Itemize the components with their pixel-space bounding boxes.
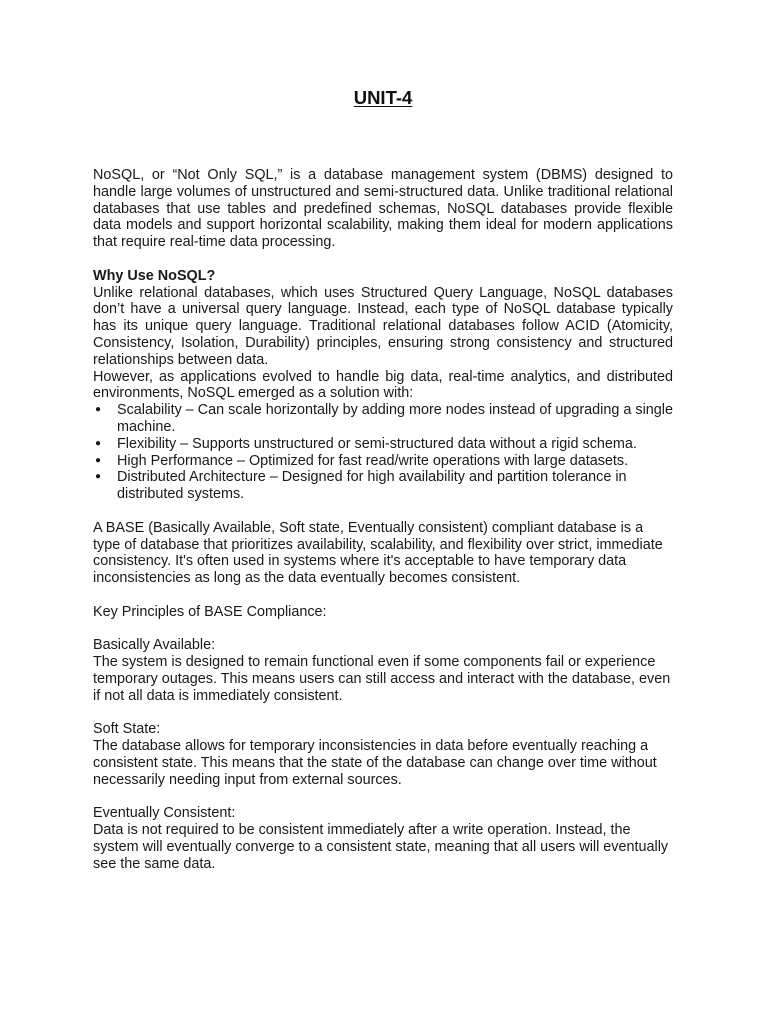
list-item bbox=[93, 469, 673, 503]
spacer bbox=[93, 251, 673, 268]
intro-paragraph: NoSQL, or “Not Only SQL,” is a database management system (DBMS) designed to handle large volumes of unstructured and semi-structured data. Unlike traditional relational databases that use tables and predefined schemas, NoSQL databases provide flexible data models and support horizontal scalability, making them ideal for modern applications that require real-time data processing. bbox=[93, 167, 673, 251]
principle-heading: Eventually Consistent: bbox=[93, 805, 236, 822]
principle-heading: Soft State: bbox=[93, 721, 161, 738]
list-item-text: Scalability – Can scale horizontally by adding more nodes instead of upgrading a single machine. bbox=[117, 402, 673, 435]
list-item bbox=[93, 402, 673, 436]
principle-body: Data is not required to be consistent immediately after a write operation. Instead, the system will eventually converge to a consistent state, meaning that all users will eventually see the same data. bbox=[93, 822, 669, 872]
principle-body: The database allows for temporary inconsistencies in data before eventually reaching a consistent state. This means that the state of the database can change over time without necessarily needing input from external sources. bbox=[93, 738, 657, 788]
list-item bbox=[93, 453, 673, 470]
principle-heading: Basically Available: bbox=[93, 637, 216, 654]
list-item-text: Flexibility – Supports unstructured or semi-structured data without a rigid schema. bbox=[117, 435, 637, 452]
bullet-icon: ● bbox=[95, 437, 102, 449]
spacer bbox=[93, 587, 673, 604]
list-item-text: Distributed Architecture – Designed for high availability and partition tolerance in distributed systems. bbox=[117, 469, 627, 503]
spacer bbox=[93, 503, 673, 520]
why-paragraph: Unlike relational databases, which uses Structured Query Language, NoSQL databases don’t have a universal query language. Instead, each type of NoSQL database typically has its unique query language. Traditional relational databases follow ACID (Atomicity, Consistency, Isolation, Durability) principles, ensuring strong consistency and structured relationships between data. bbox=[93, 284, 673, 368]
bullet-icon: ● bbox=[95, 454, 102, 466]
page-title: UNIT-4 bbox=[353, 87, 413, 108]
base-paragraph: A BASE (Basically Available, Soft state, Eventually consistent) compliant database is a type of database that prioritizes availability, scalability, and flexibility over strict, immediate consistency. It's often used in systems where it's acceptable to have temporary data inconsistencies as long as the data eventually becomes consistent. bbox=[93, 519, 663, 587]
spacer bbox=[93, 705, 673, 722]
however-paragraph: However, as applications evolved to handle big data, real-time analytics, and distributed environments, NoSQL emerged as a solution with: bbox=[93, 368, 673, 402]
spacer bbox=[93, 788, 673, 805]
principle-body: The system is designed to remain functional even if some components fail or experience temporary outages. This means users can still access and interact with the database, even if not all data is immediately consistent. bbox=[93, 654, 671, 704]
bullet-icon: ● bbox=[95, 471, 102, 483]
list-item-text: High Performance – Optimized for fast read/write operations with large datasets. bbox=[117, 452, 629, 469]
spacer bbox=[93, 621, 673, 638]
document-page bbox=[93, 86, 673, 872]
list-item bbox=[93, 436, 673, 453]
why-heading: Why Use NoSQL? bbox=[93, 267, 216, 284]
features-list bbox=[93, 402, 673, 503]
key-principles-heading: Key Principles of BASE Compliance: bbox=[93, 603, 327, 620]
bullet-icon: ● bbox=[95, 404, 102, 416]
